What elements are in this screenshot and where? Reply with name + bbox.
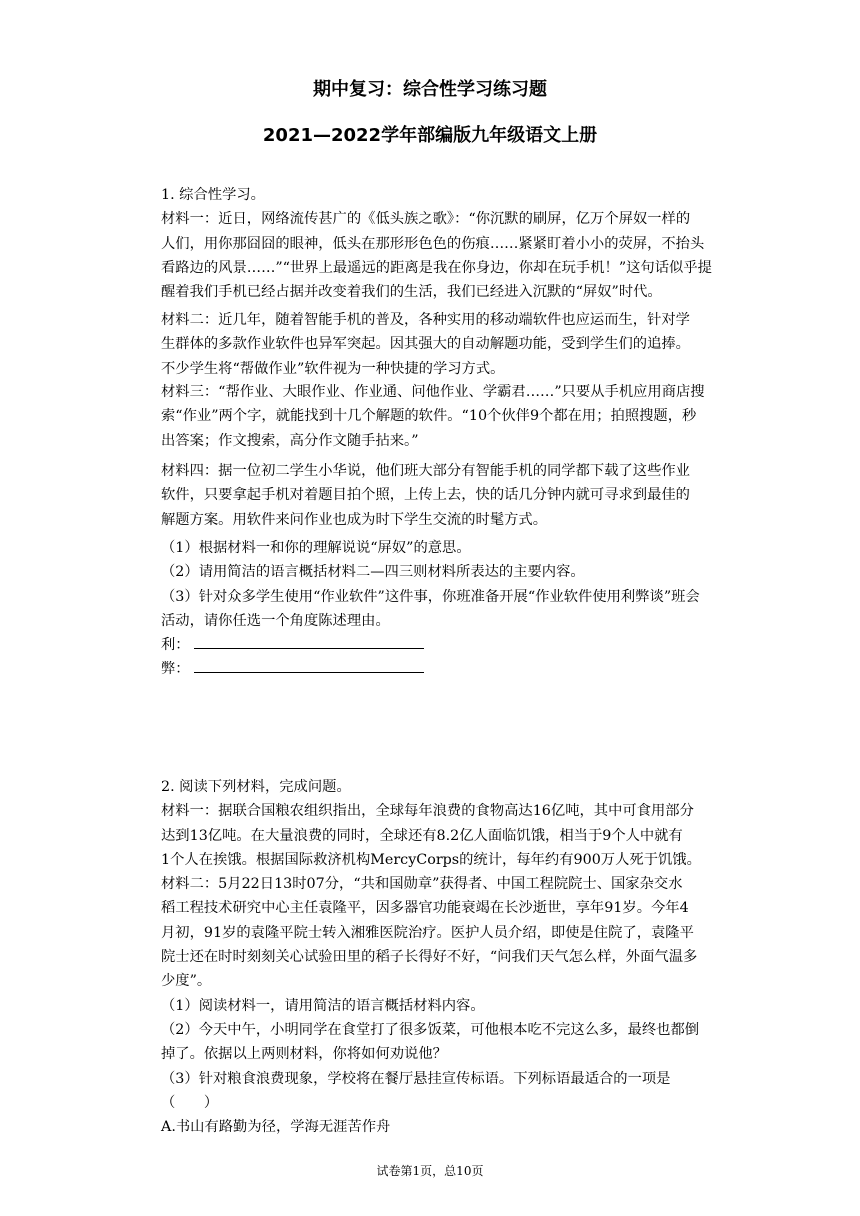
answer-blank-bi[interactable] [194, 658, 424, 673]
q1-material-2: 材料二：近几年，随着智能手机的普及，各种实用的移动端软件也应运而生，针对学 生群体的多款作业软件也异军突起。因其强大的自动解题功能，受到学生们的追捧。 不少学生将“帮做作业”软件视为一种快捷的学习方式。 [161, 312, 690, 377]
q1-material-4: 材料四：据一位初二学生小华说，他们班大部分有智能手机的同学都下载了这些作业 软件，只要拿起手机对着题目拍个照，上传上去，快的话几分钟内就可寻求到最佳的 解题方案。用软件来问作业也成为时下学生交流的时髦方式。 [161, 463, 690, 528]
q1-subquestions [161, 536, 706, 682]
q2-sub-1: （1）阅读材料一，请用简洁的语言概括材料内容。 [161, 997, 485, 1014]
q1-sub-2: （2）请用简洁的语言概括材料二—四三则材料所表达的主要内容。 [161, 564, 585, 581]
q1-material-3: 材料三：“帮作业、大眼作业、作业通、问他作业、学霸君……”只要从手机应用商店搜 索“作业”两个字，就能找到十几个解题的软件。“10个伙伴9个都在用；拍照搜题，秒 出答案；作文搜索，高分作文随手拈来。” [161, 384, 705, 449]
q1-sub-3-line-1: （3）针对众多学生使用“作业软件”这件事，你班准备开展“作业软件使用利弊谈”班会 [161, 588, 700, 605]
q2-sub-2-line-2: 掉了。依据以上两则材料，你将如何劝说他？ [161, 1046, 447, 1063]
q2-block [161, 775, 706, 1139]
q1-sub-3-line-2: 活动，请你任选一个角度陈述理由。 [161, 612, 390, 629]
answer-line-bi[interactable]: 弊： [161, 657, 706, 681]
q2-sub-3-line-1: （3）针对粮食浪费现象，学校将在餐厅悬挂宣传标语。下列标语最适合的一项是 [161, 1070, 671, 1087]
q2-sub-2-line-1: （2）今天中午，小明同学在食堂打了很多饭菜，可他根本吃不完这么多，最终也都倒 [161, 1021, 700, 1038]
q1-sub-1: （1）根据材料一和你的理解说说“屏奴”的意思。 [161, 540, 471, 556]
q1-material-1: 材料一：近日，网络流传甚广的《低头族之歌》：“你沉默的刷屏，亿万个屏奴一样的 人们，用你那囧囧的眼神，低头在那形形色色的伤痕……紧紧盯着小小的荧屏，不抬头 看路边的风景……”“世界上最遥远的距离是我在你身边，你却在玩手机！”这句话似乎提 醒着我们手机已经占据并改变着我们的生活，我们已经进入沉默的“屏奴”时代。 [161, 211, 712, 301]
page-subtitle: 2021—2022学年部编版九年级语文上册 [262, 125, 598, 146]
q2-material-2: 材料二：5月22日13时07分，“共和国勋章”获得者、中国工程院院士、国家杂交水 稻工程技术研究中心主任袁隆平，因多器官功能衰竭在长沙逝世，享年91岁。今年4 月初，91岁的袁隆平院士转入湘雅医院治疗。医护人员介绍，即使是住院了，袁隆平 院士还在时时刻刻关心试验田里的稻子长得好不好，“问我们天气怎么样，外面气温多 少度”。 [161, 876, 698, 990]
answer-blank-li[interactable] [194, 634, 424, 649]
page-footer: 试卷第1页，总10页 [376, 1164, 484, 1178]
q1-heading: 1. 综合性学习。 [161, 187, 265, 203]
q2-heading: 2. 阅读下列材料，完成问题。 [161, 779, 351, 795]
q2-material-1: 材料一：据联合国粮农组织指出，全球每年浪费的食物高达16亿吨，其中可食用部分 达到13亿吨。在大量浪费的同时，全球还有8.2亿人面临饥饿，相当于9个人中就有 1个人在挨饿。根据国际救济机构MercyCorps的统计，每年约有900万人死于饥饿。 [161, 803, 701, 868]
q1-block [161, 183, 712, 304]
q2-sub-3-line-2: （ ） [161, 1094, 219, 1111]
page-title: 期中复习：综合性学习练习题 [313, 79, 547, 100]
q2-option-a[interactable]: A.书山有路勤为径，学海无涯苦作舟 [161, 1119, 391, 1136]
answer-line-li[interactable]: 利： [161, 633, 706, 657]
